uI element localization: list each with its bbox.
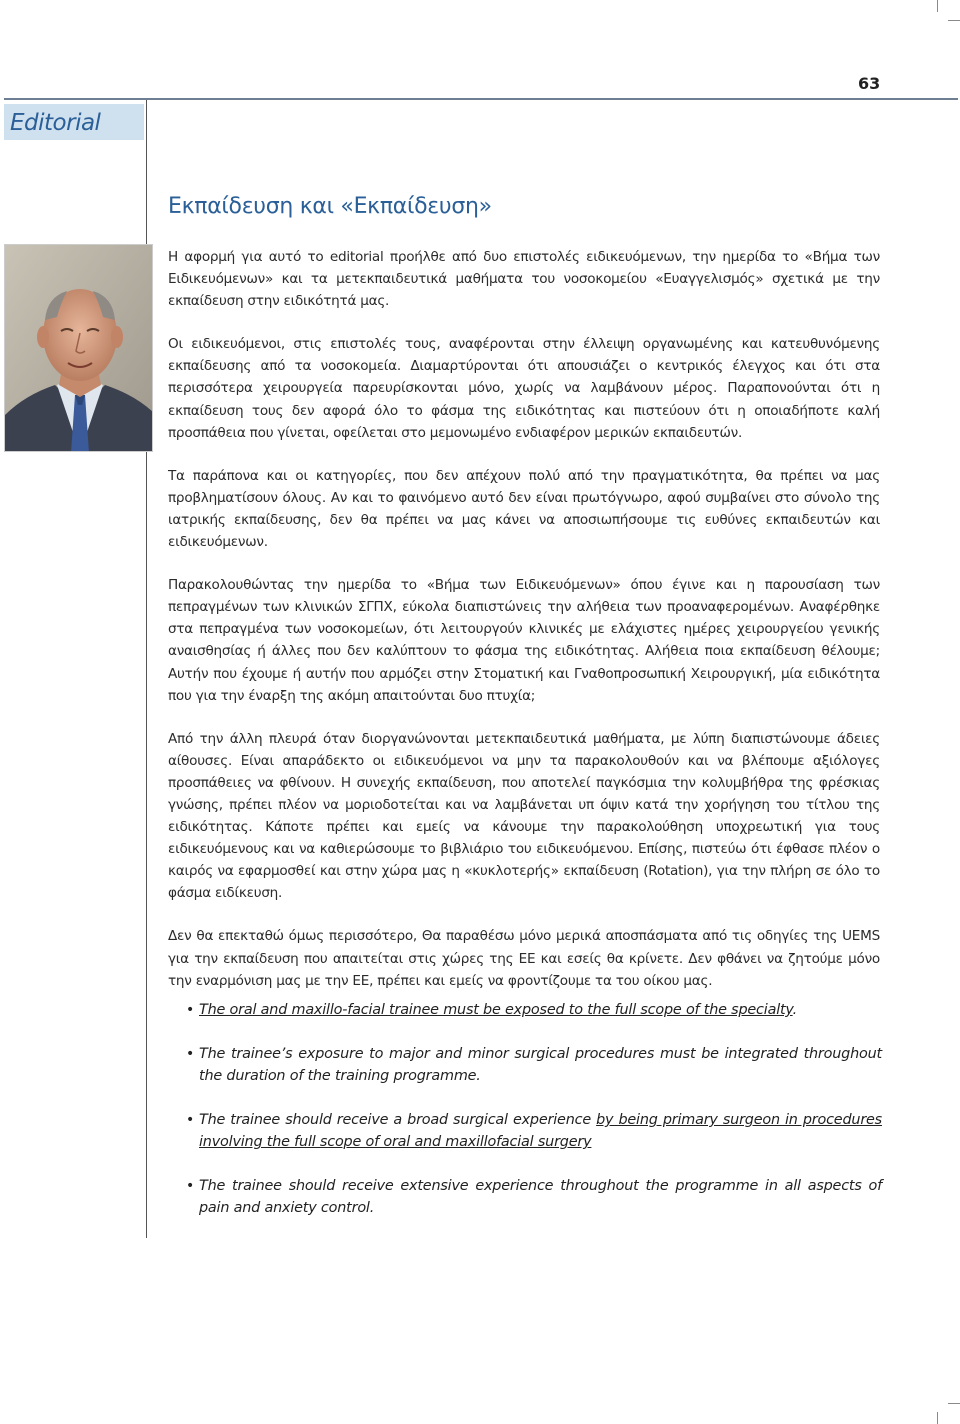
bullet-icon: • — [186, 1112, 195, 1128]
article-paragraph: Παρακολουθώντας την ημερίδα το «Βήμα των Ειδικευόμενων» όπου έγινε και η παρουσίαση των πεπραγμένων των κλινικών ΣΓΠΧ, εύκολα διαπιστώνεις την αλήθεια των προαναφερομένων. Αναφέρθηκε στα πεπραγμένα των νοσοκομείων, ότι λειτουργούν κλινικές με ελάχιστες ημέρες χειρουργείου γενικής αναισθησίας ή άλλες που δεν καλύπτουν το φάσμα της ειδικότητας. Αλήθεια ποια εκπαίδευση θέλουμε; Αυτήν που έχουμε ή αυτήν που αρμόζει στην Στοματική και Γναθοπροσωπική Χειρουργική, μία ειδικότητα που για την έναρξη της ακόμη απαιτούνται δυο πτυχία; — [168, 577, 880, 704]
crop-mark-bottom — [937, 1412, 938, 1424]
author-photo-icon — [5, 245, 153, 452]
article-paragraph: Τα παράπονα και οι κατηγορίες, που δεν απέχουν πολύ από την πραγματικότητα, θα πρέπει να μας προβληματίσουν όλους. Αν και το φαινόμενο αυτό δεν είναι πρωτόγνωρο, αφού συμβαίνει στο σύνολο της ιατρικής εκπαίδευσης, δεν θα πρέπει να μας κάνει να αποσιωπήσουμε τις ευθύνες εκπαιδευτών και ειδικευόμενων. — [168, 467, 880, 551]
section-tab — [4, 104, 144, 140]
article-title: Εκπαίδευση και «Εκπαίδευση» — [168, 194, 492, 219]
quote-text: The trainee’s exposure to major and minor surgical procedures must be integrated throughout the duration of the training programme. — [199, 1046, 882, 1084]
crop-mark-right-bottom — [948, 1403, 960, 1404]
bullet-icon: • — [186, 1046, 195, 1062]
article-paragraph: Η αφορμή για αυτό το editorial προήλθε από δυο επιστολές ειδικευόμενων, την ημερίδα το «Βήμα των Ειδικευόμενων» και τα μετεκπαιδευτικά μαθήματα του νοσοκομείου «Ευαγγελισμός» σχετικά με την εκπαίδευση στην ειδικότητά μας. — [168, 249, 880, 310]
page-number: 63 — [858, 74, 881, 93]
quote-underlined: The oral and maxillo-facial trainee must be exposed to the full scope of the specialty — [199, 1002, 793, 1018]
article-paragraph: Από την άλλη πλευρά όταν διοργανώνονται μετεκπαιδευτικά μαθήματα, με λύπη διαπιστώνουμε άδειες αίθουσες. Είναι απαράδεκτο οι ειδικευόμενοι να μην τα παρακολουθούν και να βλέπουμε αξιόλογες προσπάθειες να φθίνουν. Η συνεχής εκπαίδευση, που αποτελεί παγκόσμια την κολυμβήθρα της φρέσκιας γνώσης, πρέπει πλέον να μοριοδοτείται και να λαμβάνεται υπ όψιν κατά την χορήγηση του τίτλου της ειδικότητας. Κάποτε πρέπει και εμείς να κάνουμε την παρακολούθηση υποχρεωτική για τους ειδικευόμενους και να καθιερώσουμε το βιβλιάριο του ειδικευόμενου. Επίσης, πιστεύω ότι έφθασε πλέον ο καιρός να εφαρμοσθεί και στην χώρα μας η «κυκλοτερής» εκπαίδευση (Rotation), για την πλήρη σε όλο το φάσμα ειδίκευση. — [168, 730, 880, 902]
list-item — [186, 999, 882, 1021]
list-item — [186, 1175, 882, 1219]
quote-text: . — [792, 1002, 798, 1018]
quote-text: The trainee should receive a broad surgical experience — [199, 1112, 597, 1128]
list-item — [186, 1109, 882, 1153]
bullet-icon: • — [186, 1178, 195, 1194]
crop-mark-right-top — [948, 20, 960, 21]
article-paragraph: Οι ειδικευόμενοι, στις επιστολές τους, αναφέρονται στην έλλειψη οργανωμένης και κατευθυνόμενης εκπαίδευσης από τα νοσοκομεία. Διαμαρτύρονται ότι απουσιάζει ο κεντρικός έλεγχος και ότι στα περισσότερα χειρουργεία παρευρίσκονται μόνο, χωρίς να λαμβάνουν μέρος. Παραπονούνται ότι η εκπαίδευση τους δεν αφορά όλο το φάσμα της ειδικότητας και πιστεύουν ότι η οποιαδήποτε καλή προσπάθεια που γίνεται, οφείλεται στο μεμονωμένο ενδιαφέρον μερικών εκπαιδευτών. — [168, 336, 880, 441]
author-photo — [4, 244, 153, 452]
uems-quotes-list — [186, 999, 882, 1241]
header-rule — [4, 98, 958, 100]
bullet-icon: • — [186, 1002, 195, 1018]
article-paragraph: Δεν θα επεκταθώ όμως περισσότερο, Θα παραθέσω μόνο μερικά αποσπάσματα από τις οδηγίες της UEMS για την εκπαίδευση που απαιτείται στις χώρες της ΕΕ και εσείς θα κρίνετε. Δεν φθάνει να ζητούμε μόνο την εναρμόνιση μας με την ΕΕ, πρέπει και εμείς να φροντίζουμε τα του οίκου μας. — [168, 928, 880, 989]
section-label: Editorial — [10, 110, 101, 136]
crop-mark-top — [937, 0, 938, 12]
quote-text: The trainee should receive extensive experience throughout the programme in all aspects of pain and anxiety control. — [199, 1178, 882, 1216]
list-item — [186, 1043, 882, 1087]
article-body — [168, 246, 880, 1013]
quote-underlined: by being primary surgeon in procedures involving the full scope of oral and maxillofacial surgery — [199, 1112, 882, 1150]
